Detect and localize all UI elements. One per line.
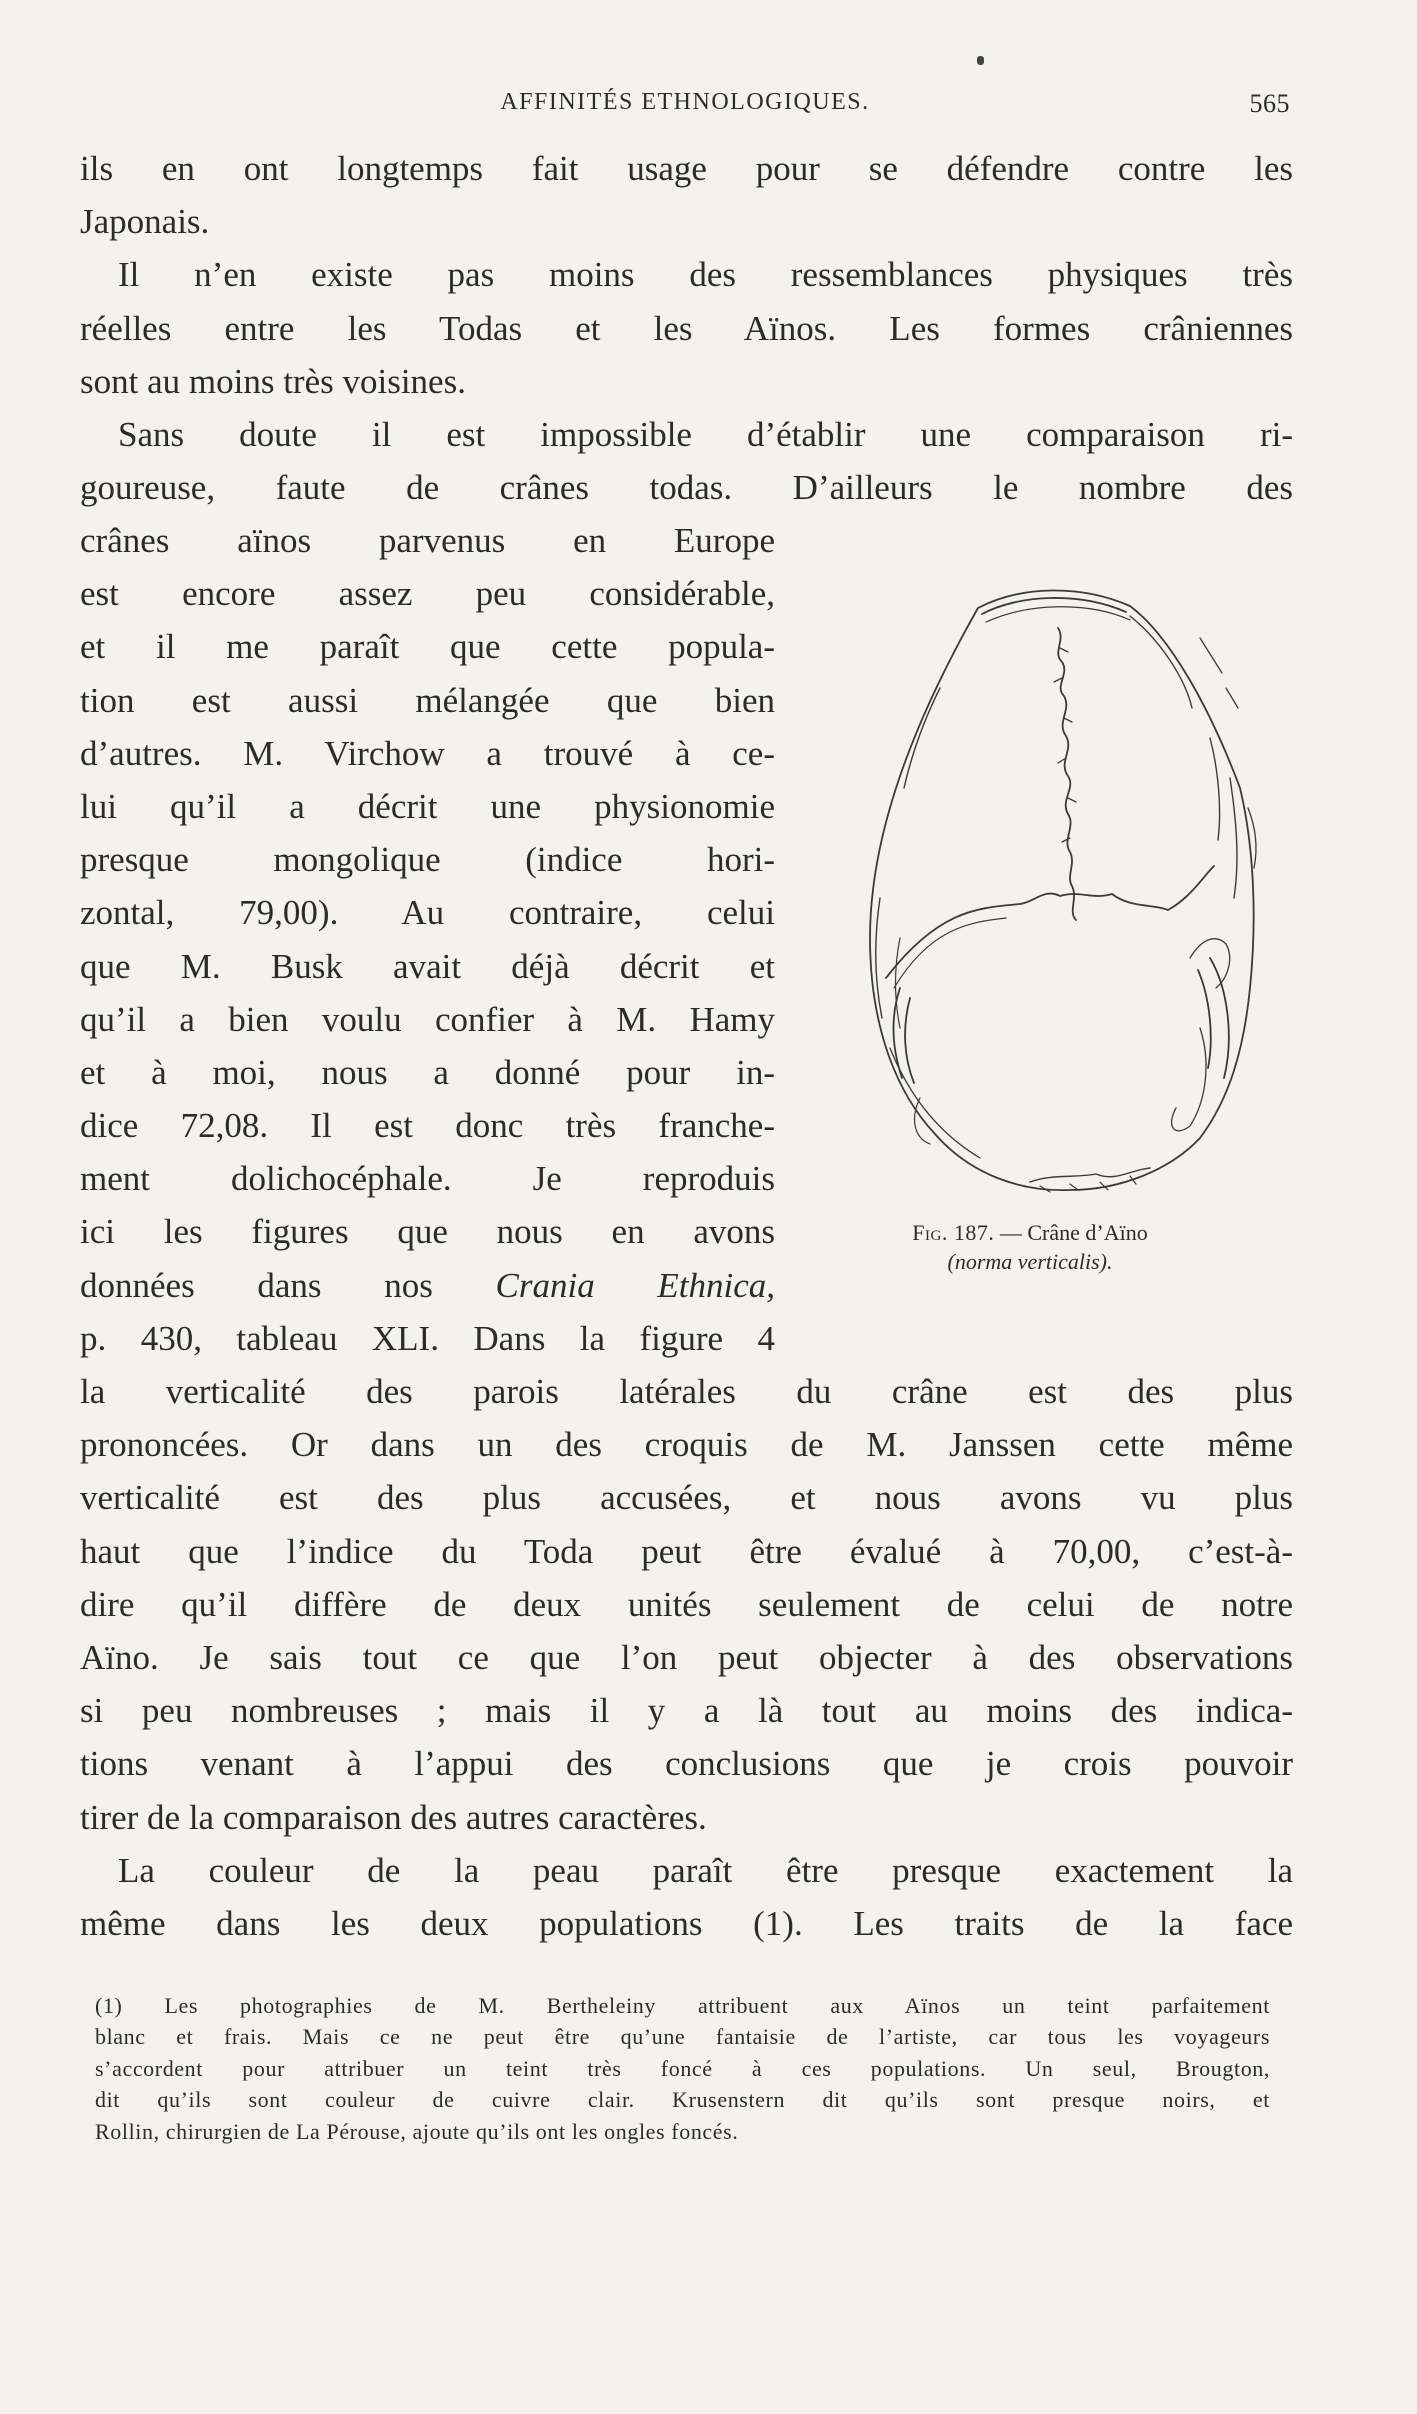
- text-line: que M. Busk avait déjà décrit et: [80, 946, 775, 986]
- text-line: haut que l’indice du Toda peut être évalué à 70,00, c’est-à-: [80, 1531, 1293, 1571]
- text-line: presque mongolique (indice hori-: [80, 840, 775, 880]
- zygomatic-left: [893, 988, 914, 1083]
- text-line: Aïno. Je sais tout ce que l’on peut objecter à des observations: [80, 1637, 1293, 1677]
- caption-label: Fig. 187.: [912, 1220, 995, 1245]
- text-line: est encore assez peu considérable,: [80, 574, 775, 614]
- text-line: [80, 1259, 775, 1312]
- text-line: et à moi, nous a donné pour in-: [80, 1052, 775, 1092]
- text-line: prononcées. Or dans un des croquis de M. Janssen cette même: [80, 1425, 1293, 1465]
- text-line: dice 72,08. Il est donc très franche-: [80, 1106, 775, 1146]
- text-line: goureuse, faute de crânes todas. D’ailleurs le nombre des: [80, 468, 1293, 508]
- text-line: tion est aussi mélangée que bien: [80, 680, 775, 720]
- text-line: qu’il a bien voulu confier à M. Hamy: [80, 999, 775, 1039]
- text-line: ils en ont longtemps fait usage pour se défendre contre les: [80, 149, 1293, 188]
- text-span: données dans nos: [80, 1265, 496, 1305]
- text-line: si peu nombreuses ; mais il y a là tout au moins des indica-: [80, 1691, 1293, 1731]
- footnote-line: Rollin, chirurgien de La Pérouse, ajoute qu’ils ont les ongles foncés.: [95, 2118, 739, 2144]
- body-top: [80, 142, 1293, 514]
- body-bottom: [80, 1365, 1293, 1950]
- text-line: zontal, 79,00). Au contraire, celui: [80, 893, 775, 933]
- text-line: ment dolichocéphale. Je reproduis: [80, 1159, 775, 1199]
- skull-drawing: [830, 578, 1270, 1218]
- page-number: 565: [1249, 89, 1290, 118]
- text-line: réelles entre les Todas et les Aïnos. Les formes crâniennes: [80, 308, 1293, 348]
- footnote-line: (1) Les photographies de M. Bertheleiny attribuent aux Aïnos un teint parfaitement: [95, 1993, 1270, 2018]
- caption-line-2: [820, 1247, 1240, 1276]
- text-line: d’autres. M. Virchow a trouvé à ce-: [80, 733, 775, 773]
- zygomatic-right: [1198, 958, 1229, 1078]
- caption-line-1: [820, 1218, 1240, 1247]
- footnote-line: s’accordent pour attribuer un teint très foncé à ces populations. Un seul, Brougton,: [95, 2055, 1270, 2081]
- text-line: lui qu’il a décrit une physionomie: [80, 786, 775, 826]
- text-line: crânes aïnos parvenus en Europe: [80, 521, 775, 560]
- running-head: AFFINITÉS ETHNOLOGIQUES.: [500, 89, 870, 115]
- text-line: La couleur de la peau paraît être presque exactement la: [118, 1850, 1293, 1890]
- caption-sub: (norma verticalis).: [947, 1249, 1113, 1274]
- coronal-suture: [886, 866, 1214, 978]
- text-line: Japonais.: [80, 202, 210, 242]
- text-line: dire qu’il diffère de deux unités seulement de celui de notre: [80, 1584, 1293, 1624]
- book-title: Crania Ethnica,: [495, 1265, 775, 1305]
- text-line: la verticalité des parois latérales du crâne est des plus: [80, 1372, 1293, 1411]
- figure-187: [820, 578, 1300, 1298]
- text-line: et il me paraît que cette popula-: [80, 627, 775, 667]
- caption-title: — Crâne d’Aïno: [994, 1220, 1148, 1245]
- text-line: verticalité est des plus accusées, et nous avons vu plus: [80, 1478, 1293, 1518]
- figure-caption: [820, 1218, 1240, 1276]
- page-header: [80, 89, 1290, 129]
- page-speck: [977, 56, 984, 65]
- text-line: tions venant à l’appui des conclusions que je crois pouvoir: [80, 1744, 1293, 1784]
- text-line: p. 430, tableau XLI. Dans la figure 4: [80, 1318, 775, 1358]
- footnote: [95, 1990, 1270, 2147]
- text-line: Sans doute il est impossible d’établir une comparaison ri-: [118, 414, 1293, 454]
- text-line: même dans les deux populations (1). Les traits de la face: [80, 1903, 1293, 1943]
- text-line: Il n’en existe pas moins des ressemblances physiques très: [118, 255, 1293, 295]
- footnote-line: blanc et frais. Mais ce ne peut être qu’une fantaisie de l’artiste, car tous les voyageurs: [95, 2024, 1270, 2050]
- text-line: ici les figures que nous en avons: [80, 1212, 775, 1252]
- footnote-line: dit qu’ils sont couleur de cuivre clair. Krusenstern dit qu’ils sont presque noirs, et: [95, 2087, 1270, 2113]
- text-line: sont au moins très voisines.: [80, 361, 466, 401]
- text-line: tirer de la comparaison des autres caractères.: [80, 1797, 707, 1837]
- sagittal-suture: [1058, 628, 1076, 920]
